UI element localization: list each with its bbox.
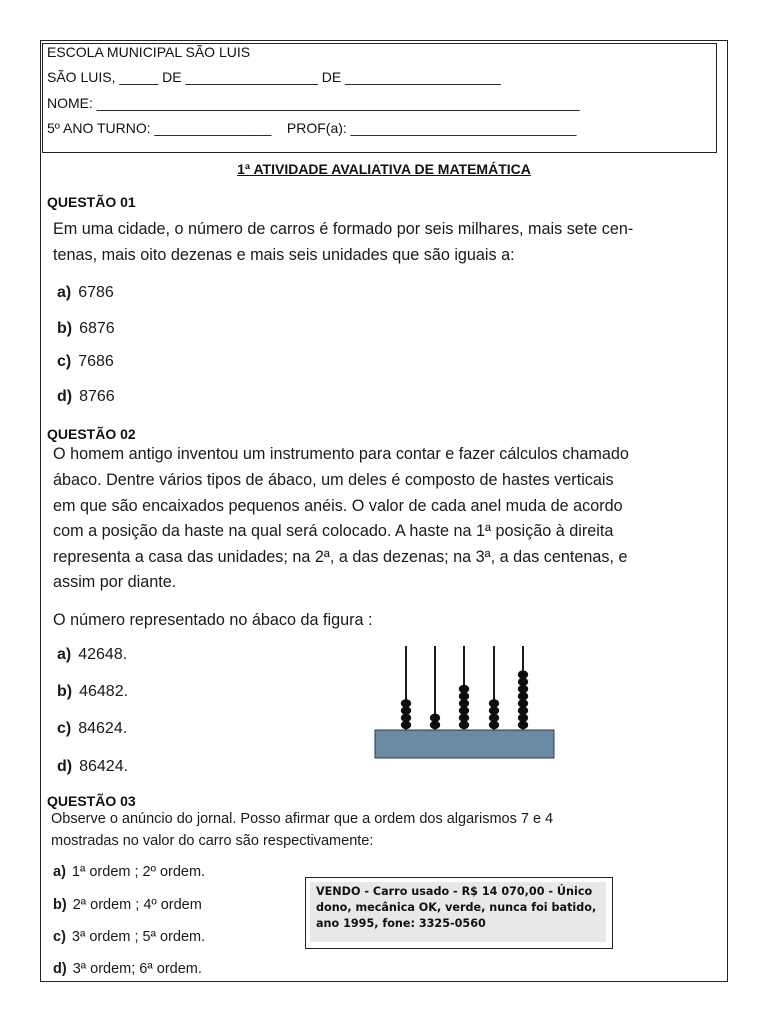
option-letter: d) — [53, 961, 67, 977]
question-3-text-line: mostradas no valor do carro são respectivamente: — [51, 833, 374, 849]
option-text: 3ª ordem ; 5ª ordem. — [71, 929, 206, 945]
question-2-option-a — [57, 646, 127, 664]
option-text: 1ª ordem ; 2º ordem. — [71, 864, 206, 880]
question-1-text-line: tenas, mais oito dezenas e mais seis unidades que são iguais a: — [53, 246, 515, 264]
option-letter: b) — [57, 683, 73, 700]
abacus-bead — [518, 714, 528, 722]
question-1-option-b — [57, 320, 115, 338]
abacus-bead — [518, 721, 528, 729]
abacus-bead — [459, 714, 469, 722]
question-2-option-c — [57, 720, 127, 738]
abacus-bead — [489, 699, 499, 707]
abacus-bead — [401, 706, 411, 714]
class-teacher-line: 5º ANO TURNO: _______________ PROF(a): _____________________________ — [47, 120, 577, 136]
question-3-text-line: Observe o anúncio do jornal. Posso afirmar que a ordem dos algarismos 7 e 4 — [51, 811, 554, 827]
option-text: 6876 — [79, 320, 115, 337]
option-letter: a) — [57, 284, 72, 301]
abacus-bead — [489, 721, 499, 729]
name-line: NOME: ______________________________________________________________ — [47, 95, 580, 111]
abacus-bead — [430, 721, 440, 729]
abacus-bead — [518, 685, 528, 693]
page-title — [0, 161, 768, 177]
option-letter: c) — [57, 720, 72, 737]
question-1-heading: QUESTÃO 01 — [47, 194, 136, 210]
question-2-heading: QUESTÃO 02 — [47, 426, 136, 442]
option-text: 7686 — [78, 353, 114, 370]
option-letter: a) — [57, 646, 72, 663]
question-3-heading: QUESTÃO 03 — [47, 793, 136, 809]
option-text: 8766 — [79, 388, 115, 405]
abacus-bead — [489, 714, 499, 722]
option-letter: b) — [57, 320, 73, 337]
question-2-prompt: O número representado no ábaco da figura : — [53, 611, 373, 629]
school-name: ESCOLA MUNICIPAL SÃO LUIS — [47, 44, 251, 60]
ad-text — [316, 884, 606, 932]
question-2-text-line: O homem antigo inventou um instrumento para contar e fazer cálculos chamado — [53, 445, 629, 463]
abacus-bead — [401, 714, 411, 722]
abacus-bead — [459, 706, 469, 714]
option-text: 84624. — [78, 720, 128, 737]
question-2-text-line: ábaco. Dentre vários tipos de ábaco, um deles é composto de hastes verticais — [53, 471, 614, 489]
question-2-text-line: em que são encaixados pequenos anéis. O valor de cada anel muda de acordo — [53, 497, 623, 515]
abacus-bead — [489, 706, 499, 714]
page-title-text: 1ª ATIVIDADE AVALIATIVA DE MATEMÁTICA — [237, 161, 531, 177]
date-line: SÃO LUIS, _____ DE _________________ DE ____________________ — [47, 69, 501, 85]
abacus-bead — [401, 721, 411, 729]
option-text: 6786 — [78, 284, 114, 301]
option-letter: b) — [53, 897, 67, 913]
abacus-bead — [459, 692, 469, 700]
option-letter: d) — [57, 758, 73, 775]
abacus-bead — [459, 685, 469, 693]
option-letter: a) — [53, 864, 66, 880]
question-1-option-a — [57, 284, 114, 302]
abacus-bead — [401, 699, 411, 707]
question-2-option-b — [57, 683, 128, 701]
abacus-bead — [518, 706, 528, 714]
abacus-bead — [459, 699, 469, 707]
ad-line: ano 1995, fone: 3325-0560 — [316, 917, 486, 930]
abacus-bead — [430, 714, 440, 722]
question-2-text-line: representa a casa das unidades; na 2ª, a das dezenas; na 3ª, a das centenas, e — [53, 548, 628, 566]
abacus-bead — [518, 678, 528, 686]
question-1-option-c — [57, 353, 114, 371]
abacus-bead — [518, 699, 528, 707]
question-3-option-c — [53, 929, 205, 945]
ad-line: VENDO - Carro usado - R$ 14 070,00 - Único — [316, 885, 593, 898]
abacus-base — [375, 730, 554, 758]
option-letter: c) — [57, 353, 72, 370]
option-letter: c) — [53, 929, 66, 945]
option-letter: d) — [57, 388, 73, 405]
option-text: 46482. — [79, 683, 129, 700]
question-3-option-d — [53, 961, 202, 977]
abacus-bead — [518, 670, 528, 678]
question-2-text-line: assim por diante. — [53, 573, 177, 591]
question-2-option-d — [57, 758, 128, 776]
question-1-text-line: Em uma cidade, o número de carros é formado por seis milhares, mais sete cen- — [53, 220, 634, 238]
question-2-text-line: com a posição da haste na qual será colocado. A haste na 1ª posição à direita — [53, 522, 614, 540]
question-1-option-d — [57, 388, 115, 406]
option-text: 86424. — [79, 758, 129, 775]
abacus-bead — [459, 721, 469, 729]
question-3-option-b — [53, 897, 202, 913]
abacus-bead — [518, 692, 528, 700]
abacus-figure — [373, 643, 557, 761]
ad-line: dono, mecânica OK, verde, nunca foi batido, — [316, 901, 597, 914]
option-text: 42648. — [78, 646, 128, 663]
question-3-option-a — [53, 864, 205, 880]
option-text: 3ª ordem; 6ª ordem. — [72, 961, 202, 977]
newspaper-ad — [305, 877, 613, 949]
option-text: 2ª ordem ; 4º ordem — [72, 897, 202, 913]
